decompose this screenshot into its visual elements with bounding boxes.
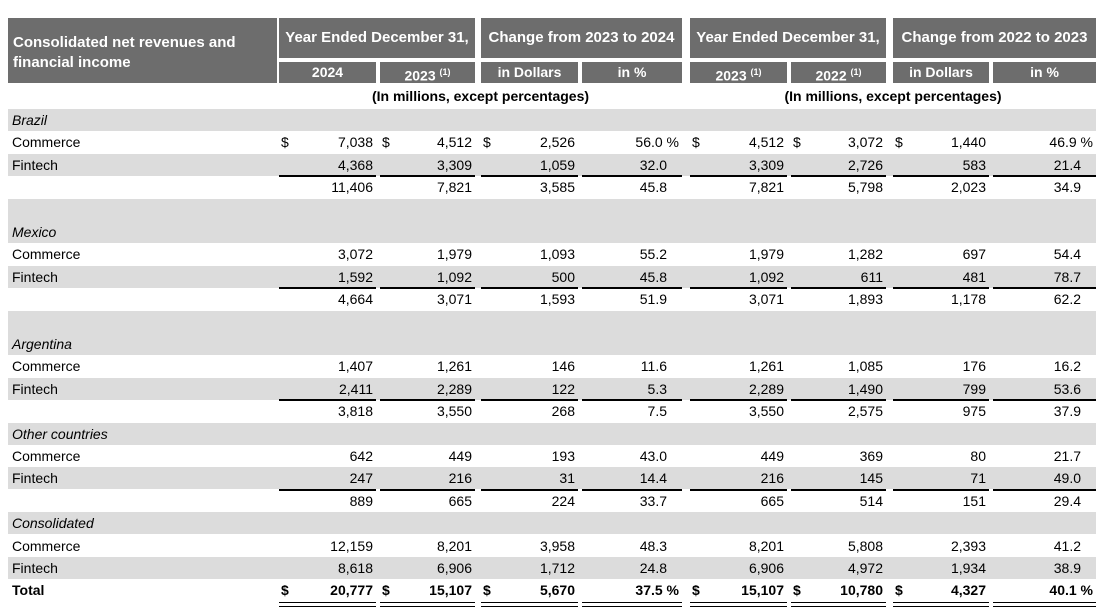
row-label: Commerce xyxy=(12,134,81,150)
subtotal-rule xyxy=(279,399,376,401)
table-cell: 32.0 xyxy=(639,157,667,173)
table-cell: 1,059 xyxy=(539,157,575,173)
subtotal-rule xyxy=(893,399,989,401)
table-row xyxy=(8,131,1096,153)
column-header xyxy=(481,62,578,83)
table-cell: 20,777 xyxy=(330,582,373,598)
footnote-marker: (1) xyxy=(850,67,862,77)
table-cell: 46.9 % xyxy=(1049,134,1093,150)
row-label: Fintech xyxy=(12,157,58,173)
table-cell: 224 xyxy=(551,493,575,509)
table-cell: 24.8 xyxy=(639,560,667,576)
total-row xyxy=(8,579,1096,601)
subtotal-row xyxy=(8,400,1096,422)
table-cell: 43.0 xyxy=(639,448,667,464)
table-cell: 1,092 xyxy=(748,269,784,285)
currency-symbol: $ xyxy=(483,582,491,598)
subtotal-rule xyxy=(791,489,886,491)
table-cell: 449 xyxy=(448,448,472,464)
table-cell: 4,512 xyxy=(436,134,472,150)
table-row xyxy=(8,378,1096,400)
column-header-text: 2022 xyxy=(815,67,847,84)
row-label: Fintech xyxy=(12,269,58,285)
currency-symbol: $ xyxy=(895,134,903,150)
table-cell: 37.5 % xyxy=(635,582,679,598)
subtotal-rule xyxy=(690,489,787,491)
table-cell: 1,440 xyxy=(950,134,986,150)
row-label: Total xyxy=(12,582,45,598)
column-header-text: 2023 xyxy=(715,67,747,84)
table-cell: 34.9 xyxy=(1053,179,1081,195)
row-label: Fintech xyxy=(12,470,58,486)
table-cell: 6,906 xyxy=(748,560,784,576)
table-cell: 56.0 % xyxy=(635,134,679,150)
row-label: Mexico xyxy=(12,224,57,240)
total-double-rule xyxy=(893,602,989,603)
subtotal-rule xyxy=(582,489,682,491)
row-label: Fintech xyxy=(12,560,58,576)
table-cell: 2,393 xyxy=(950,538,986,554)
table-cell: 5,808 xyxy=(847,538,883,554)
table-cell: 45.8 xyxy=(639,269,667,285)
row-label: Other countries xyxy=(12,426,108,442)
table-cell: 1,592 xyxy=(337,269,373,285)
table-cell: 3,550 xyxy=(436,403,472,419)
subtotal-rule xyxy=(791,399,886,401)
table-row xyxy=(8,467,1096,489)
table-cell: 53.6 xyxy=(1053,381,1081,397)
table-cell: 1,934 xyxy=(950,560,986,576)
table-row xyxy=(8,535,1096,557)
table-cell: 49.0 xyxy=(1053,470,1081,486)
column-header xyxy=(582,62,682,83)
row-label: Consolidated xyxy=(12,515,94,531)
subtotal-rule xyxy=(380,287,475,289)
table-cell: 3,072 xyxy=(847,134,883,150)
table-cell: 8,201 xyxy=(748,538,784,554)
column-header xyxy=(380,62,475,83)
table-cell: 4,664 xyxy=(337,291,373,307)
table-cell: 48.3 xyxy=(639,538,667,554)
subtotal-rule xyxy=(993,489,1096,491)
table-cell: 21.4 xyxy=(1053,157,1081,173)
column-header xyxy=(791,62,886,83)
table-cell: 583 xyxy=(962,157,986,173)
table-cell: 216 xyxy=(760,470,784,486)
table-cell: 642 xyxy=(349,448,373,464)
currency-symbol: $ xyxy=(382,582,390,598)
table-row xyxy=(8,109,1096,131)
table-cell: 1,282 xyxy=(847,246,883,262)
table-row xyxy=(8,266,1096,288)
table-cell: 62.2 xyxy=(1053,291,1081,307)
currency-symbol: $ xyxy=(281,134,289,150)
table-cell: 15,107 xyxy=(741,582,784,598)
units-note-right: (In millions, except percentages) xyxy=(784,88,1002,104)
table-row xyxy=(8,199,1096,221)
table-cell: 268 xyxy=(551,403,575,419)
table-cell: 1,407 xyxy=(337,358,373,374)
table-cell: 2,289 xyxy=(748,381,784,397)
table-cell: 2,575 xyxy=(847,403,883,419)
group-header-change-2023-2024: Change from 2023 to 2024 xyxy=(481,18,682,58)
table-cell: 889 xyxy=(349,493,373,509)
row-label: Commerce xyxy=(12,358,81,374)
subtotal-rule xyxy=(380,175,475,177)
subtotal-rule xyxy=(279,175,376,177)
table-cell: 3,309 xyxy=(436,157,472,173)
table-row xyxy=(8,423,1096,445)
table-cell: 1,261 xyxy=(436,358,472,374)
table-cell: 21.7 xyxy=(1053,448,1081,464)
table-cell: 145 xyxy=(859,470,883,486)
table-cell: 449 xyxy=(760,448,784,464)
table-cell: 1,093 xyxy=(539,246,575,262)
table-cell: 975 xyxy=(962,403,986,419)
subtotal-rule xyxy=(893,175,989,177)
total-double-rule xyxy=(582,602,682,603)
subtotal-row xyxy=(8,176,1096,198)
row-label: Fintech xyxy=(12,381,58,397)
table-cell: 3,071 xyxy=(748,291,784,307)
currency-symbol: $ xyxy=(483,134,491,150)
subtotal-rule xyxy=(279,489,376,491)
table-cell: 146 xyxy=(551,358,575,374)
table-row xyxy=(8,557,1096,579)
table-cell: 1,261 xyxy=(748,358,784,374)
column-header-text: 2023 xyxy=(404,67,436,84)
table-cell: 6,906 xyxy=(436,560,472,576)
table-cell: 80 xyxy=(970,448,986,464)
table-cell: 2,411 xyxy=(339,381,373,397)
table-cell: 1,178 xyxy=(950,291,986,307)
table-cell: 481 xyxy=(962,269,986,285)
table-cell: 4,512 xyxy=(748,134,784,150)
total-double-rule xyxy=(481,602,578,603)
currency-symbol: $ xyxy=(382,134,390,150)
table-cell: 3,309 xyxy=(748,157,784,173)
table-cell: 4,972 xyxy=(847,560,883,576)
table-cell: 71 xyxy=(970,470,986,486)
subtotal-rule xyxy=(690,175,787,177)
table-cell: 33.7 xyxy=(639,493,667,509)
subtotal-rule xyxy=(279,287,376,289)
subtotal-row xyxy=(8,288,1096,310)
table-row xyxy=(8,154,1096,176)
table-cell: 78.7 xyxy=(1053,269,1081,285)
subtotal-rule xyxy=(993,287,1096,289)
table-cell: 2,726 xyxy=(847,157,883,173)
table-cell: 31 xyxy=(559,470,575,486)
table-cell: 3,585 xyxy=(539,179,575,195)
table-row xyxy=(8,333,1096,355)
row-label: Commerce xyxy=(12,448,81,464)
table-cell: 1,092 xyxy=(436,269,472,285)
table-cell: 799 xyxy=(962,381,986,397)
table-cell: 2,526 xyxy=(539,134,575,150)
table-cell: 51.9 xyxy=(639,291,667,307)
table-cell: 122 xyxy=(551,381,575,397)
table-cell: 3,071 xyxy=(436,291,472,307)
table-cell: 665 xyxy=(448,493,472,509)
subtotal-rule xyxy=(993,399,1096,401)
table-cell: 216 xyxy=(448,470,472,486)
column-header-text: 2024 xyxy=(311,64,344,80)
table-cell: 1,490 xyxy=(847,381,883,397)
table-row xyxy=(8,445,1096,467)
table-row xyxy=(8,221,1096,243)
column-header-text: in % xyxy=(617,64,647,80)
subtotal-rule xyxy=(893,287,989,289)
subtotal-rule xyxy=(481,399,578,401)
footnote-marker: (1) xyxy=(750,67,762,77)
table-cell: 4,368 xyxy=(337,157,373,173)
table-cell: 151 xyxy=(962,493,986,509)
subtotal-rule xyxy=(380,399,475,401)
table-cell: 7.5 xyxy=(647,403,667,419)
table-cell: 369 xyxy=(859,448,883,464)
subtotal-rule xyxy=(481,287,578,289)
table-cell: 14.4 xyxy=(639,470,667,486)
table-cell: 247 xyxy=(349,470,373,486)
group-header-change-2022-2023: Change from 2022 to 2023 xyxy=(893,18,1096,58)
table-cell: 2,023 xyxy=(950,179,986,195)
row-label: Argentina xyxy=(12,336,72,352)
table-cell: 45.8 xyxy=(639,179,667,195)
table-row xyxy=(8,243,1096,265)
table-cell: 7,821 xyxy=(748,179,784,195)
table-cell: 12,159 xyxy=(330,538,373,554)
subtotal-rule xyxy=(791,175,886,177)
table-cell: 3,958 xyxy=(539,538,575,554)
currency-symbol: $ xyxy=(692,134,700,150)
subtotal-rule xyxy=(481,175,578,177)
units-note-left: (In millions, except percentages) xyxy=(371,88,590,104)
table-cell: 41.2 xyxy=(1053,538,1081,554)
table-cell: 7,038 xyxy=(337,134,373,150)
subtotal-rule xyxy=(690,287,787,289)
table-cell: 665 xyxy=(760,493,784,509)
footnote-marker: (1) xyxy=(439,67,451,77)
subtotal-rule xyxy=(893,489,989,491)
table-cell: 1,085 xyxy=(847,358,883,374)
table-row xyxy=(8,311,1096,333)
table-cell: 4,327 xyxy=(950,582,986,598)
table-cell: 11,406 xyxy=(331,179,373,195)
table-cell: 3,818 xyxy=(337,403,373,419)
table-cell: 29.4 xyxy=(1053,493,1081,509)
subtotal-rule xyxy=(481,489,578,491)
total-double-rule xyxy=(380,602,475,603)
column-header xyxy=(690,62,787,83)
table-cell: 54.4 xyxy=(1053,246,1081,262)
total-double-rule xyxy=(690,602,787,603)
row-label: Brazil xyxy=(12,112,48,128)
currency-symbol: $ xyxy=(895,582,903,598)
row-label: Commerce xyxy=(12,246,81,262)
currency-symbol: $ xyxy=(793,582,801,598)
total-double-rule xyxy=(993,602,1096,603)
currency-symbol: $ xyxy=(281,582,289,598)
currency-symbol: $ xyxy=(793,134,801,150)
subtotal-rule xyxy=(582,399,682,401)
column-header-text: in Dollars xyxy=(909,64,973,80)
subtotal-row xyxy=(8,490,1096,512)
table-cell: 15,107 xyxy=(429,582,472,598)
row-label: Commerce xyxy=(12,538,81,554)
table-cell: 16.2 xyxy=(1053,358,1081,374)
table-cell: 3,550 xyxy=(748,403,784,419)
table-cell: 611 xyxy=(860,269,883,285)
table-cell: 193 xyxy=(551,448,575,464)
table-cell: 500 xyxy=(551,269,575,285)
table-cell: 1,893 xyxy=(847,291,883,307)
subtotal-rule xyxy=(380,489,475,491)
table-cell: 3,072 xyxy=(337,246,373,262)
subtotal-rule xyxy=(791,287,886,289)
total-double-rule xyxy=(791,602,886,603)
table-row xyxy=(8,355,1096,377)
table-cell: 5,670 xyxy=(539,582,575,598)
table-cell: 1,593 xyxy=(539,291,575,307)
table-title: Consolidated net revenues and financial income xyxy=(8,18,277,83)
table-cell: 40.1 % xyxy=(1049,582,1093,598)
column-header-text: in Dollars xyxy=(497,64,562,80)
table-cell: 5.3 xyxy=(647,381,667,397)
table-cell: 7,821 xyxy=(436,179,472,195)
table-cell: 10,780 xyxy=(840,582,883,598)
table-cell: 1,979 xyxy=(436,246,472,262)
table-cell: 1,979 xyxy=(748,246,784,262)
table-cell: 514 xyxy=(859,493,883,509)
table-cell: 2,289 xyxy=(436,381,472,397)
table-cell: 37.9 xyxy=(1053,403,1081,419)
table-cell: 5,798 xyxy=(847,179,883,195)
total-double-rule xyxy=(279,602,376,603)
column-header-text: in % xyxy=(1030,64,1059,80)
table-cell: 55.2 xyxy=(639,246,667,262)
column-header xyxy=(993,62,1096,83)
column-header xyxy=(279,62,376,83)
subtotal-rule xyxy=(582,287,682,289)
table-cell: 176 xyxy=(962,358,986,374)
subtotal-rule xyxy=(690,399,787,401)
table-cell: 11.6 xyxy=(640,358,667,374)
column-header xyxy=(893,62,989,83)
table-row xyxy=(8,512,1096,534)
group-header-year-ended-2023: Year Ended December 31, xyxy=(690,18,886,58)
table-cell: 8,618 xyxy=(337,560,373,576)
group-header-year-ended-2024: Year Ended December 31, xyxy=(279,18,475,58)
table-cell: 8,201 xyxy=(436,538,472,554)
table-cell: 1,712 xyxy=(539,560,575,576)
table-cell: 697 xyxy=(962,246,986,262)
currency-symbol: $ xyxy=(692,582,700,598)
table-cell: 38.9 xyxy=(1053,560,1081,576)
subtotal-rule xyxy=(993,175,1096,177)
subtotal-rule xyxy=(582,175,682,177)
